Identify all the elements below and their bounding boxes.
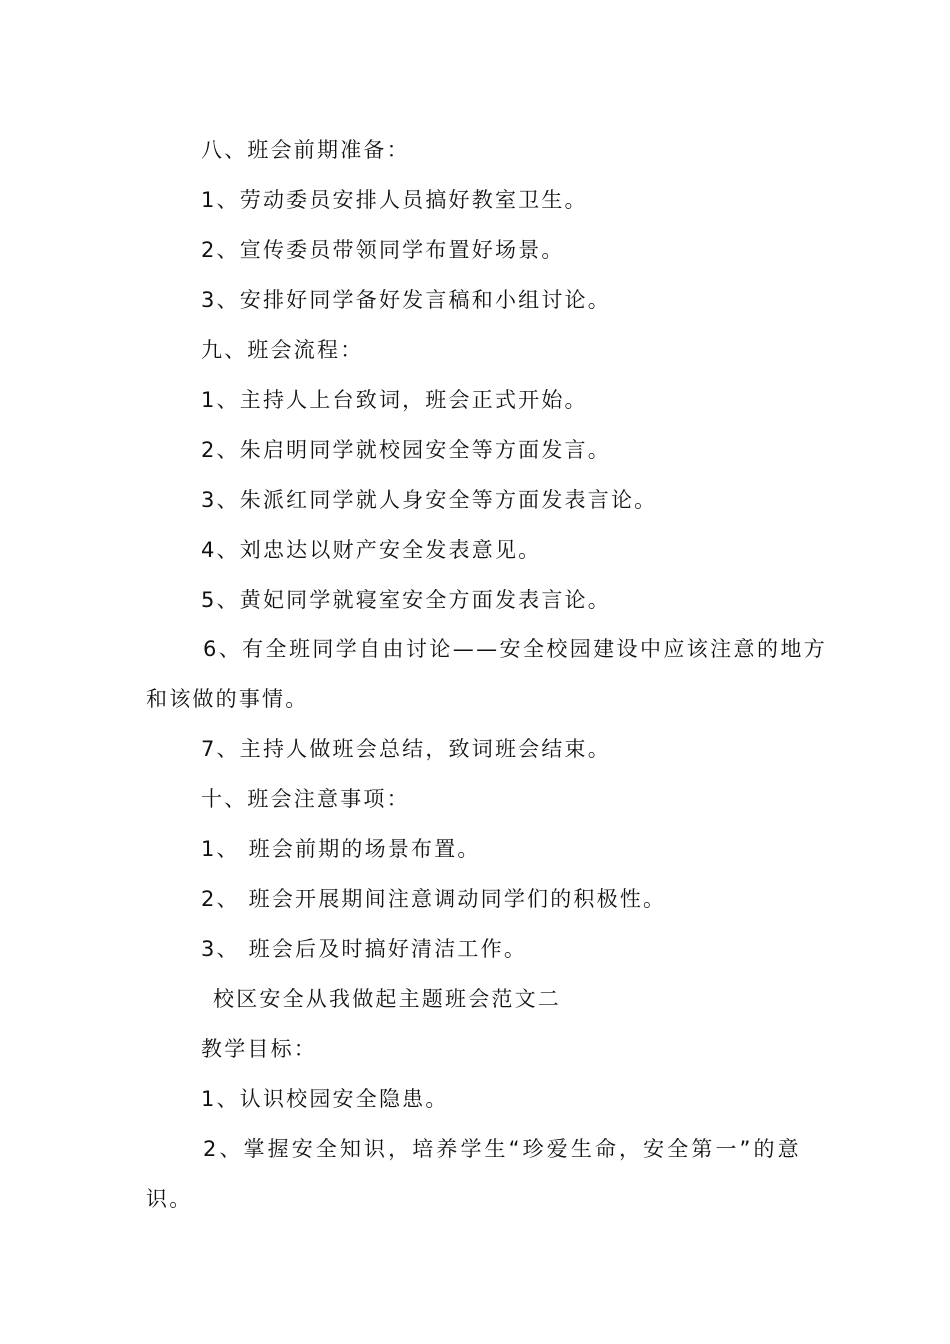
list-item: 2、朱启明同学就校园安全等方面发言。 — [201, 438, 611, 462]
section-heading-process: 九、班会流程： — [201, 338, 364, 362]
section-heading-notes: 十、班会注意事项： — [201, 787, 410, 811]
list-item-continuation: 识。 — [146, 1187, 193, 1211]
section-heading-preparation: 八、班会前期准备： — [201, 138, 410, 162]
list-item: 2、宣传委员带领同学布置好场景。 — [201, 238, 565, 262]
list-item: 7、主持人做班会总结，致词班会结束。 — [201, 737, 611, 761]
list-item-continuation: 和该做的事情。 — [146, 687, 309, 711]
list-item: 3、安排好同学备好发言稿和小组讨论。 — [201, 288, 611, 312]
list-item: 1、 班会前期的场景布置。 — [201, 837, 481, 861]
list-item: 3、朱派红同学就人身安全等方面发表言论。 — [201, 488, 658, 512]
list-item: 1、主持人上台致词，班会正式开始。 — [201, 388, 588, 412]
list-item: 3、 班会后及时搞好清洁工作。 — [201, 937, 528, 961]
list-item: 5、黄妃同学就寝室安全方面发表言论。 — [201, 588, 611, 612]
list-item: 2、掌握安全知识，培养学生“珍爱生命，安全第一”的意 — [203, 1137, 802, 1161]
list-item: 1、劳动委员安排人员搞好教室卫生。 — [201, 188, 588, 212]
section-heading-objectives: 教学目标： — [201, 1037, 317, 1061]
list-item: 6、有全班同学自由讨论——安全校园建设中应该注意的地方 — [203, 637, 828, 661]
list-item: 4、刘忠达以财产安全发表意见。 — [201, 538, 542, 562]
document-subtitle: 校区安全从我做起主题班会范文二 — [213, 987, 561, 1011]
list-item: 2、 班会开展期间注意调动同学们的积极性。 — [201, 887, 667, 911]
list-item: 1、认识校园安全隐患。 — [201, 1087, 449, 1111]
